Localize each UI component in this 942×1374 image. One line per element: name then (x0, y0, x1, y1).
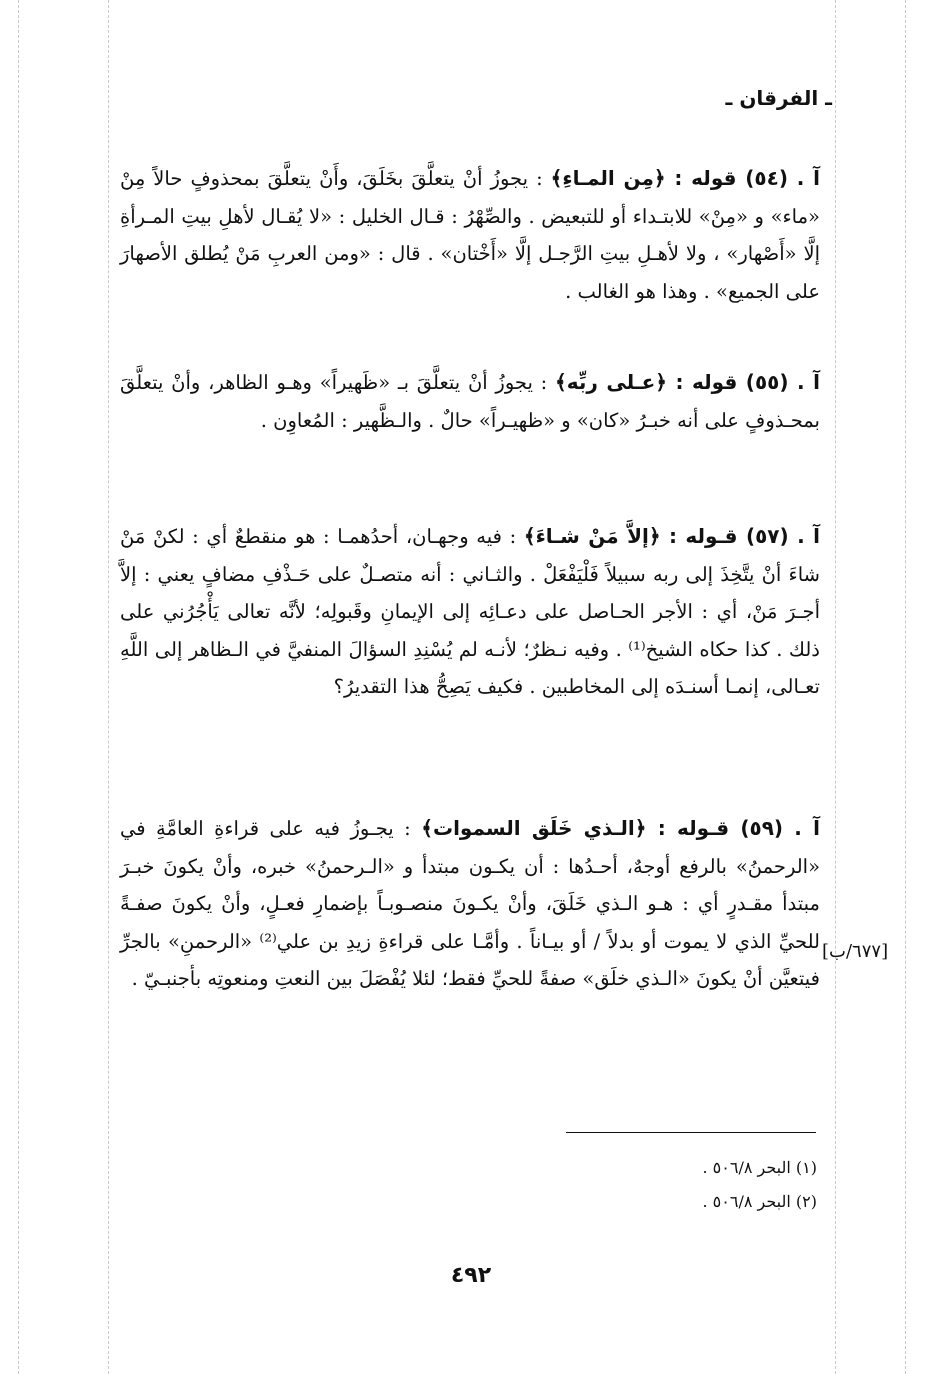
footnote-1: (١) البحر ٦/٨‏٥٠ . (702, 1158, 817, 1177)
page-number: ٤٩٢ (450, 1263, 492, 1288)
crop-guide-left-outer (18, 0, 19, 1374)
verse-57-lead: آ . (٥٧) قـوله : ﴿إلاَّ مَنْ شـاءَ﴾ (523, 524, 820, 548)
crop-guide-left-inner (108, 0, 109, 1374)
verse-59-lead: آ . (٥٩) قـوله : ﴿الـذي خَلَق السموات﴾ (421, 816, 820, 840)
verse-57-text: : فيه وجهـان، أحدُهمـا : هو منقطعٌ أي : لكنْ مَنْ شاءَ أنْ يتَّخِذَ إلى ربه سبيلاً فَلْيَفْعَلْ . والثـاني : أنه متصـلٌ على حَـذْفِ مضافٍ يعني : إلاَّ أجـرَ مَنْ، أي : الأجر الحـاصل على دعـائِه إلى الإيمانِ وقَبولِه؛ لأنَّه تعالى يَأْجُرُني على ذلك . كذا حكاه الشيخ⁽¹⁾ . وفيه نـظرٌ؛ لأنـه لم يُسْنِدِ السؤالَ المنفيَّ في الـظاهر إلى اللَّهِ تعـالى، إنمـا أسنـدَه إلى المخاطبين . فكيف يَصِحُّ هذا التقديرُ؟ (120, 525, 820, 698)
manuscript-folio-reference: [٦٧٧/ب] (822, 941, 889, 962)
footnote-separator (566, 1132, 816, 1133)
verse-54-text: : يجوزُ أنْ يتعلَّقَ بخَلَقَ، وأَنْ يتعلَّقَ بمحذوفٍ حالاً مِنْ «ماء» و «مِنْ» للابتـداء أو للتبعيض . والصِّهْرُ : قـال الخليل : «لا يُقـال لأهلِ بيتِ المـرأةِ إلَّا «أَصْهار» ، ولا لأهـلِ بيتِ الرَّجـل إلَّا «أَخْتان» . قال : «ومن العربِ مَنْ يُطلق الأصهارَ على الجميع» . وهذا هو الغالب . (120, 167, 820, 303)
running-header: ـ الفرقان ـ (725, 86, 832, 110)
crop-guide-right-outer (905, 0, 906, 1374)
verse-59-paragraph (120, 810, 820, 998)
crop-guide-right-inner (835, 0, 836, 1374)
verse-57-paragraph (120, 518, 820, 706)
verse-55-lead: آ . (٥٥) قوله : ﴿عـلى ربِّه﴾ (555, 370, 820, 394)
verse-59-text: : يجـوزُ فيه على قراءةِ العامَّةِ في «الرحمنُ» بالرفع أوجهٌ، أحـدُها : أن يكـون مبتدأ و «الـرحمنُ» خبره، وأنْ يكونَ خبـرَ مبتدأ مقـدرٍ أي : هـو الـذي خَلَقَ، وأنْ يكـونَ منصـوبـاً بإضمارِ فعـلٍ، وأنْ يكونَ صفـةً للحيِّ الذي لا يموت أو بدلاً / أو بيـاناً . وأمَّـا على قراءةِ زيدِ بن علي⁽²⁾ «الرحمنِ» بالجرِّ فيتعيَّن أنْ يكونَ «الـذي خلَق» صفةً للحيِّ فقط؛ لئلا يُفْصَلَ بين النعتِ ومنعوتِه بأجنبـيّ . (120, 817, 820, 990)
verse-55-text: : يجوزُ أنْ يتعلَّقَ بـ «ظَهيراً» وهـو الظاهر، وأنْ يتعلَّقَ بمحـذوفٍ على أنه خبـرُ «كان» و «ظهيـراً» حالٌ . والـظَّهير : المُعاوِن . (120, 371, 820, 432)
verse-54-lead: آ . (٥٤) قوله : ﴿مِن المـاءِ﴾ (550, 166, 820, 190)
verse-54-paragraph (120, 160, 820, 310)
footnote-2: (٢) البحر ٦/٨‏٥٠ . (702, 1192, 817, 1211)
verse-55-paragraph (120, 364, 820, 439)
